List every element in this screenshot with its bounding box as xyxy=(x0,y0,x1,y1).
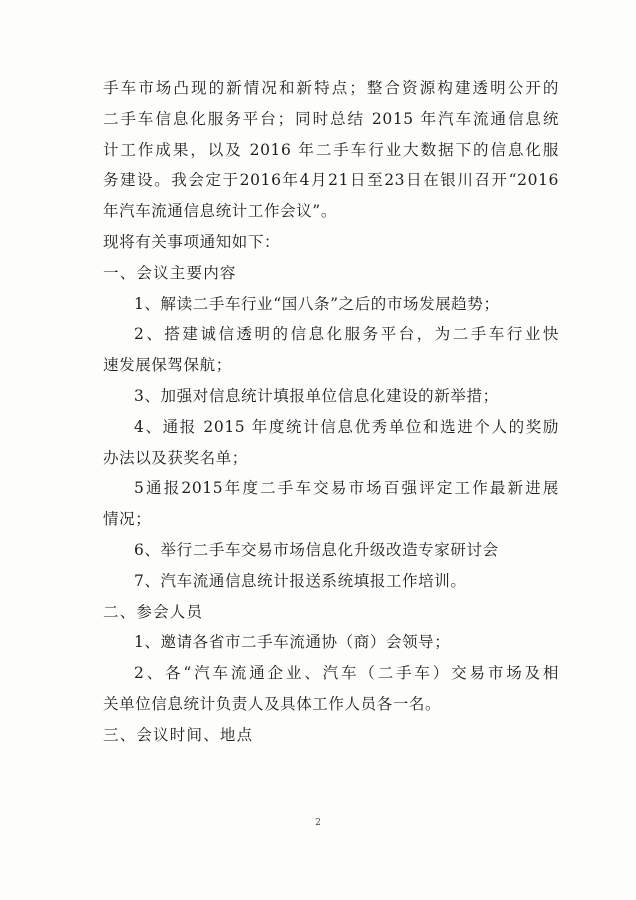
list-item-continuation: 速发展保驾保航； xyxy=(103,356,232,375)
document-body xyxy=(103,73,559,751)
list-item: 1、解读二手车行业“国八条”之后的市场发展趋势； xyxy=(134,294,500,313)
list-item: 7、汽车流通信息统计报送系统填报工作培训。 xyxy=(134,571,467,590)
text-line: 计工作成果，以及 2016 年二手车行业大数据下的信息化服 xyxy=(103,140,559,159)
section-heading-content: 一、会议主要内容 xyxy=(103,263,237,282)
list-item: 3、加强对信息统计填报单位信息化建设的新举措； xyxy=(134,386,499,405)
list-item: 1、邀请各省市二手车流通协（商）会领导； xyxy=(134,633,451,652)
list-item-continuation: 情况； xyxy=(103,510,152,529)
text-line: 现将有关事项通知如下： xyxy=(103,232,281,251)
list-item: 5通报2015年度二手车交易市场百强评定工作最新进展 xyxy=(134,479,559,498)
text-line: 务建设。我会定于2016年4月21日至23日在银川召开“2016 xyxy=(103,171,559,190)
list-item: 4、通报 2015 年度统计信息优秀单位和选进个人的奖励 xyxy=(134,417,559,436)
text-line: 手车市场凸现的新情况和新特点；整合资源构建透明公开的 xyxy=(103,79,559,97)
text-line: 年汽车流通信息统计工作会议”。 xyxy=(103,202,337,221)
text-line: 二手车信息化服务平台；同时总结 2015 年汽车流通信息统 xyxy=(103,109,559,128)
list-item: 2、搭建诚信透明的信息化服务平台，为二手车行业快 xyxy=(134,325,559,344)
list-item-continuation: 关单位信息统计负责人及具体工作人员各一名。 xyxy=(103,694,442,713)
list-item: 2、各“汽车流通企业、汽车（二手车）交易市场及相 xyxy=(134,664,559,683)
list-item-continuation: 办法以及获奖名单； xyxy=(103,448,248,467)
page-number: 2 xyxy=(315,818,321,828)
list-item: 6、举行二手车交易市场信息化升级改造专家研讨会 xyxy=(134,540,499,559)
section-heading-time-place: 三、会议时间、地点 xyxy=(103,725,254,744)
section-heading-attendees: 二、参会人员 xyxy=(103,602,204,621)
